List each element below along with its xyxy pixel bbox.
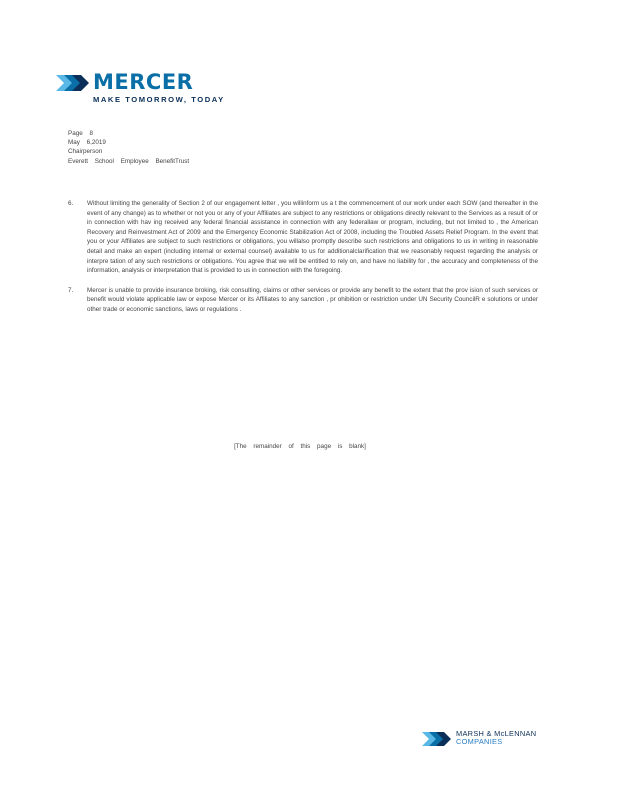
clause-text: Without limiting the generality of Section 2 of our engagement letter , you willinform us a t the commencement of our work under each SOW (and thereafter in the event of any change) as to whether or not you or any of your Affiliates are subject to any restrictions or obligations directly relevant to the Services as a result of or in connection with hav ing received any federal financial assistance in connection with any federallaw or program, including, but not limited to , the American Recovery and Reinvestment Act of 2009 and the Emergency Economic Stabilization Act of 2008, including the Troubled Assets Relief Program. In the event that you or your Affiliates are subject to such restrictions or obligations, you willalso promptly describe such restrictions and obligations to us in writing in reasonable detail and make an expert (including internal or external counsel) available to us for additionalclarification that we reasonably request regarding the analysis or interpre tation of any such restrictions or obligations. You agree that we will be entitled to rely on, and have no liability for , the accuracy and completeness of the information, analysis or interpretation that is provided to us in connection with the foregoing. [87,200,538,275]
recipient-title: Chairperson [68,148,103,156]
clause-number: 7. [68,286,74,294]
footer-company-line2: COMPANIES [456,737,503,746]
clause-number: 6. [68,200,74,207]
remainder-note: [The remainder of this page is blank] [234,443,366,450]
logo-tagline: MAKE TOMORROW, TODAY [93,95,225,104]
mercer-logo [56,72,225,104]
page-number: Page 8 [68,130,93,137]
numbered-clauses [68,199,538,315]
marsh-mclennan-logo [422,730,536,746]
footer-company-line1: MARSH & McLENNAN [456,729,537,738]
logo-wordmark: MERCER [93,70,194,94]
letter-date: May 6,2019 [68,139,106,147]
clause [68,199,538,276]
letter-header [68,129,189,166]
clause [68,286,538,315]
mercer-mark-icon [56,72,90,92]
clause-text: Mercer is unable to provide insurance broking, risk consulting, claims or other services or provide any benefit to the extent that the prov ision of such services or benefit would violate applicable law or expose Mercer or its Affiliates to any sanction , pr ohibition or restriction under UN Security CouncilR e solutions or under other trade or economic sanctions, laws or regulations . [87,286,538,313]
recipient-organization: Everett School Employee BenefitTrust [68,157,190,165]
marsh-mclennan-mark-icon [422,730,452,746]
